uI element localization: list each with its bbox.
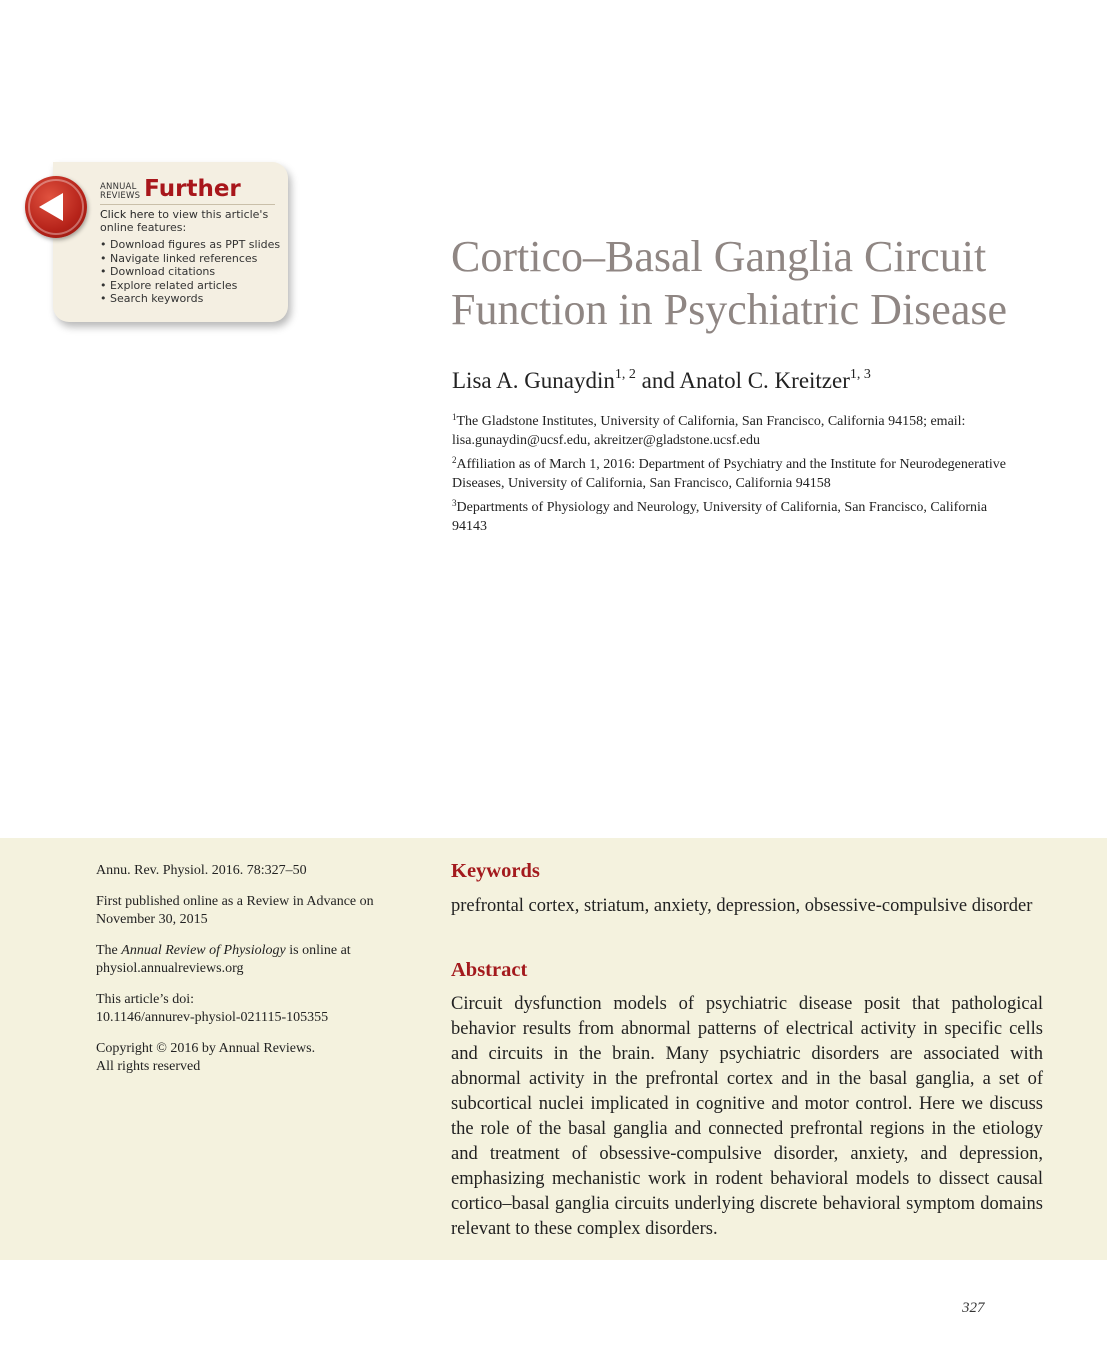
abstract-text: Circuit dysfunction models of psychiatric disease posit that pathological behavior results from abnormal patterns of electrical activity in specific cells and circuits in the brain. Many psychiatric disorders are associated with abnormal activity in the prefrontal cortex and in the basal ganglia, a set of subcortical nuclei implicated in cognitive and motor control. Here we discuss the role of the basal ganglia and connected prefrontal regions in the etiology and treatment of obsessive-compulsive disorder, anxiety, and depression, emphasizing mechanistic work in rodent behavioral models to dissect causal cortico–basal ganglia circuits underlying discrete behavioral symptom domains relevant to these complex disorders. [451, 994, 1043, 1239]
doi-value: 10.1146/annurev-physiol-021115-105355 [96, 1010, 329, 1025]
further-divider [100, 204, 275, 205]
further-wordmark: Further [144, 176, 241, 202]
rights: All rights reserved [96, 1059, 201, 1074]
online-at-prefix: The [96, 942, 122, 958]
article-title: Cortico–Basal Ganglia Circuit Function in Psychiatric Disease [451, 232, 1008, 334]
click-instruction-text: to view this article's online features: [100, 208, 269, 234]
author-1-affiliation-marks: 1, 2 [614, 367, 636, 382]
doi-label: This article’s doi: [96, 991, 194, 1007]
affiliation-2-text: Affiliation as of March 1, 2016: Department of Psychiatry and the Institute for Neurodegenerative Diseases, University of California, San Francisco, California 94158 [452, 457, 1006, 491]
affiliation-2 [452, 455, 1012, 493]
first-published: First published online as a Review in Advance on November 30, 2015 [96, 893, 374, 927]
copyright: Copyright © 2016 by Annual Reviews. [96, 1040, 316, 1056]
affiliation-3-text: Departments of Physiology and Neurology, University of California, San Francisco, California 94143 [452, 500, 988, 534]
author-2: Anatol C. Kreitzer [679, 368, 850, 393]
feature-search-keywords[interactable]: • Search keywords [100, 292, 285, 306]
online-at [96, 942, 416, 979]
wordmark-annual: ANNUAL [100, 182, 137, 192]
affiliation-2-mark: 2 [452, 455, 457, 465]
wordmark-reviews: REVIEWS [100, 191, 141, 201]
keywords-text: prefrontal cortex, striatum, anxiety, depression, obsessive-compulsive disorder [451, 896, 1033, 916]
author-line [452, 366, 871, 396]
further-content [100, 178, 285, 306]
annual-reviews-wordmark [100, 183, 140, 201]
author-1: Lisa A. Gunaydin [452, 368, 615, 393]
doi-block [96, 991, 416, 1028]
click-instruction [100, 208, 285, 234]
online-at-suffix: is online at physiol.annualreviews.org [96, 942, 351, 976]
feature-linked-references[interactable]: • Navigate linked references [100, 252, 285, 266]
author-2-affiliation-marks: 1, 3 [849, 367, 871, 382]
page-number: 327 [962, 1300, 985, 1316]
keywords-heading: Keywords [451, 860, 540, 882]
author-conjunction: and [635, 368, 680, 393]
affiliation-1-text: The Gladstone Institutes, University of California, San Francisco, California 94158; email: lisa.gunaydin@ucsf.edu, akreitzer@gladstone.ucsf.edu [452, 414, 966, 448]
affiliation-3-mark: 3 [452, 498, 457, 508]
journal-name: Annual Review of Physiology [121, 942, 286, 958]
citation: Annu. Rev. Physiol. 2016. 78:327–50 [96, 863, 307, 878]
affiliation-1 [452, 412, 1012, 450]
publication-meta [96, 862, 416, 1089]
affiliation-1-mark: 1 [452, 412, 457, 422]
feature-download-citations[interactable]: • Download citations [100, 265, 285, 279]
triangle-left-icon [25, 176, 87, 238]
copyright-block [96, 1040, 416, 1077]
features-list [100, 238, 285, 306]
further-back-button[interactable] [25, 176, 87, 238]
abstract-heading: Abstract [451, 959, 528, 981]
further-logo [100, 178, 285, 201]
affiliation-3 [452, 498, 1012, 536]
affiliations [452, 412, 1012, 541]
click-here-link[interactable]: Click here [100, 208, 155, 221]
feature-related-articles[interactable]: • Explore related articles [100, 279, 285, 293]
feature-download-figures[interactable]: • Download figures as PPT slides [100, 238, 285, 252]
